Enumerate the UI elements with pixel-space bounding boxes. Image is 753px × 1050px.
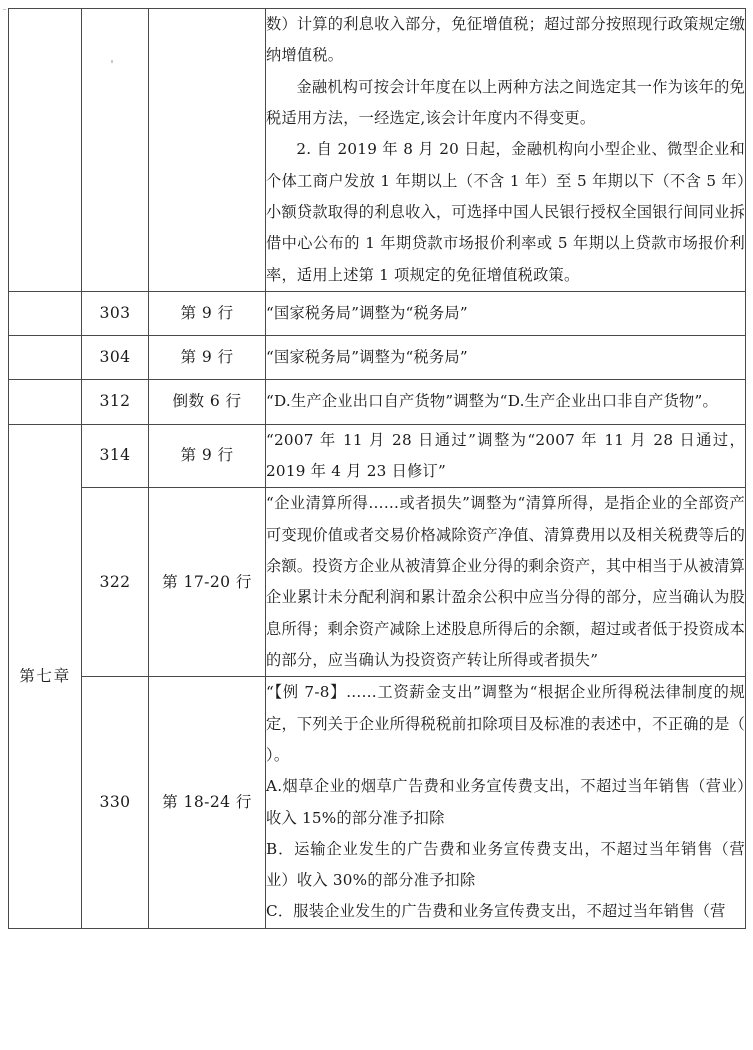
table-row [9,380,746,424]
revision-option-a: A.烟草企业的烟草广告费和业务宣传费支出，不超过当年销售（营业）收入 15%的部分准予扣除 [266,777,745,827]
cell-page: 303 [82,291,149,335]
cell-chapter [9,9,82,292]
cell-page: 330 [82,677,149,929]
cell-line: 第 18-24 行 [149,677,266,929]
table-row [9,424,746,488]
table-row [9,336,746,380]
cell-page [82,9,149,292]
cell-revision [266,380,746,424]
cell-revision [266,291,746,335]
revision-paragraph: “【例 7-8】……工资薪金支出”调整为“根据企业所得税法律制度的规定，下列关于企业所得税税前扣除项目及标准的表述中，不正确的是（ ）。 [266,683,745,764]
cell-line: 第 9 行 [149,424,266,488]
cell-page: 322 [82,488,149,677]
cell-revision [266,9,746,292]
cell-line: 第 17-20 行 [149,488,266,677]
cell-revision [266,488,746,677]
cell-page: 312 [82,380,149,424]
cell-page: 314 [82,424,149,488]
cell-line: 第 9 行 [149,291,266,335]
table-row [9,9,746,292]
cell-revision [266,424,746,488]
cell-chapter-seven: 第七章 [9,424,82,928]
cell-line: 第 9 行 [149,336,266,380]
cell-page: 304 [82,336,149,380]
cell-chapter [9,336,82,380]
cell-revision [266,336,746,380]
cell-line [149,9,266,292]
table-row [9,291,746,335]
cell-chapter [9,291,82,335]
revision-paragraph: “D.生产企业出口自产货物”调整为“D.生产企业出口非自产货物”。 [266,392,718,411]
revision-paragraph: “国家税务局”调整为“税务局” [266,348,468,367]
revision-option-b: B．运输企业发生的广告费和业务宣传费支出，不超过当年销售（营业）收入 30%的部分准予扣除 [266,839,745,890]
cell-chapter [9,380,82,424]
revision-paragraph: “2007 年 11 月 28 日通过”调整为“2007 年 11 月 28 日通过，2019 年 4 月 23 日修订” [266,430,745,481]
table-row [9,488,746,677]
cell-revision [266,677,746,929]
revision-paragraph: 数）计算的利息收入部分，免征增值税；超过部分按照现行政策规定缴纳增值税。 [266,15,745,65]
revision-paragraph: “企业清算所得……或者损失”调整为“清算所得，是指企业的全部资产可变现价值或者交易价格减除资产净值、清算费用以及相关税费等后的余额。投资方企业从被清算企业分得的剩余资产，其中相当于从被清算企业累计未分配利润和累计盈余公积中应当分得的部分，应当确认为股息所得；剩余资产减除上述股息所得后的余额，超过或者低于投资成本的部分，应当确认为投资资产转让所得或者损失” [266,494,745,669]
scan-speck [3,9,6,10]
table-row [9,677,746,929]
cell-line: 倒数 6 行 [149,380,266,424]
revision-paragraph: “国家税务局”调整为“税务局” [266,303,468,322]
revision-option-c: C．服装企业发生的广告费和业务宣传费支出，不超过当年销售（营 [266,902,726,921]
revision-paragraph: 2. 自 2019 年 8 月 20 日起，金融机构向小型企业、微型企业和个体工商户发放 1 年期以上（不含 1 年）至 5 年期以下（不含 5 年）小额贷款取得的利息收入，可选择中国人民银行授权全国银行间同业拆借中心公布的 1 年期贷款市场报价利率或 5 年期以上贷款市场报价利率，适用上述第 1 项规定的免征增值税政策。 [266,140,745,284]
errata-table [8,8,746,929]
revision-paragraph: 金融机构可按会计年度在以上两种方法之间选定其一作为该年的免税适用方法，一经选定,该会计年度内不得变更。 [266,77,745,127]
